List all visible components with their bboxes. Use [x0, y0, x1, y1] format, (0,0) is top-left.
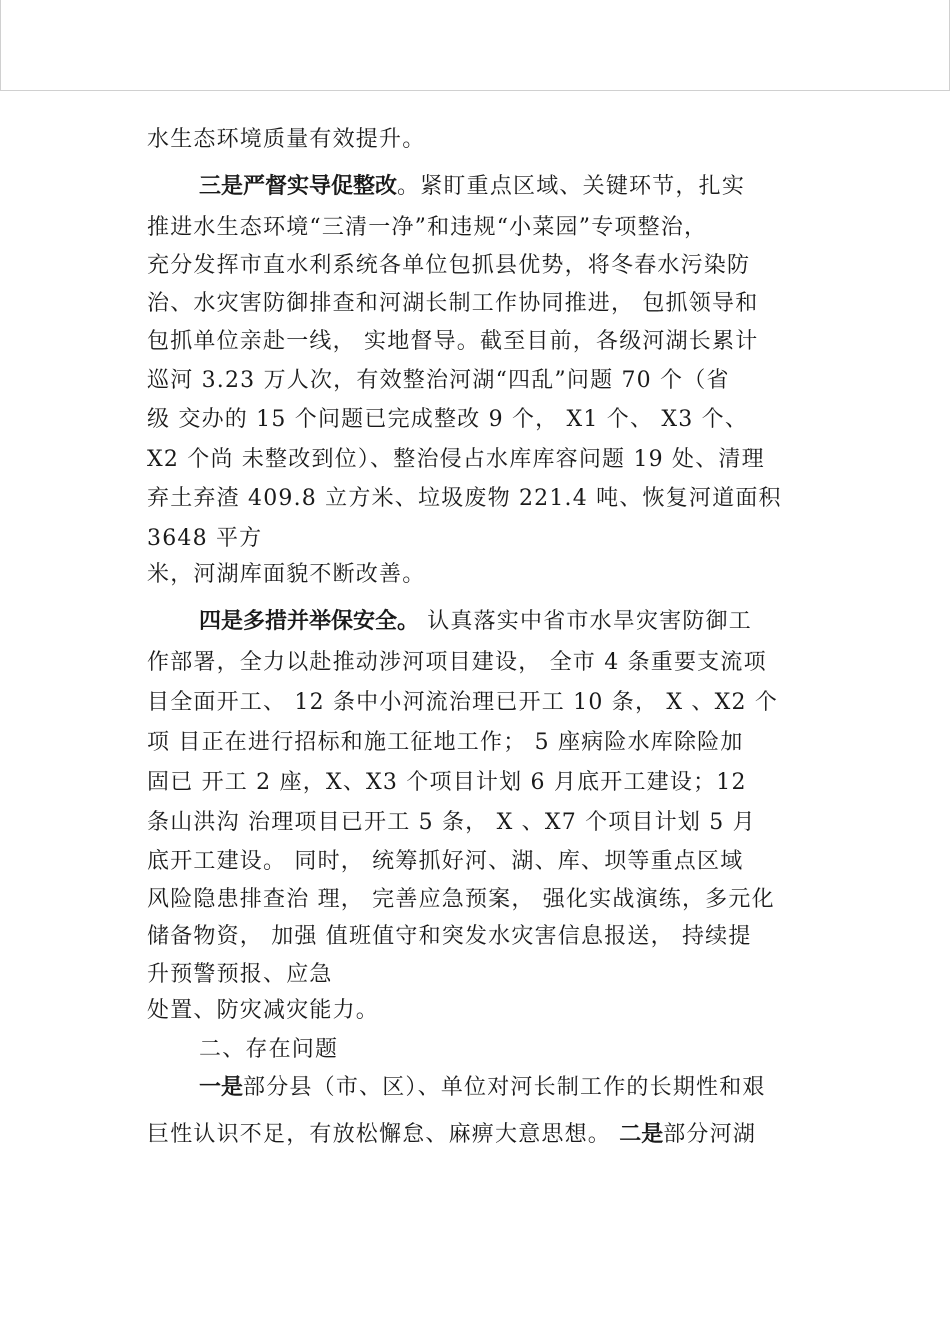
text-line: 升预警预报、应急 [147, 962, 333, 987]
text-line: 条山洪沟 治理项目已开工 5 条， X 、X7 个项目计划 5 月 [147, 810, 756, 835]
text-line: 巨性认识不足，有放松懈怠、麻痹大意思想。 二是部分河湖 [147, 1122, 757, 1147]
text-line: 弃土弃渣 409.8 立方米、垃圾废物 221.4 吨、恢复河道面积 [147, 486, 782, 511]
paragraph-heading-line: 一是部分县（市、区）、单位对河长制工作的长期性和艰 [199, 1075, 766, 1100]
text-line: 水生态环境质量有效提升。 [147, 127, 426, 152]
paragraph-heading-line: 三是严督实导促整改。紧盯重点区域、关键环节，扎实 [199, 174, 746, 199]
text-line: 底开工建设。 同时， 统筹抓好河、湖、库、坝等重点区域 [147, 849, 744, 874]
text-line: 固已 开工 2 座，X、X3 个项目计划 6 月底开工建设；12 [147, 770, 747, 795]
bold-heading: 二是 [619, 1122, 664, 1147]
text-line: 项 目正在进行招标和施工征地工作； 5 座病险水库除险加 [147, 730, 744, 755]
text-line: 治、水灾害防御排查和河湖长制工作协同推进， 包抓领导和 [147, 291, 759, 316]
text-line: 3648 平方 [147, 526, 263, 551]
bold-heading: 四是多措并举保安全。 [199, 609, 420, 634]
text-line: 目全面开工、 12 条中小河流治理已开工 10 条， X 、X2 个 [147, 690, 779, 715]
text-line: 风险隐患排查治 理， 完善应急预案， 强化实战演练，多元化 [147, 887, 775, 912]
text-line: 推进水生态环境“三清一净”和违规“小菜园”专项整治， [147, 215, 708, 240]
text-line: 级 交办的 15 个问题已完成整改 9 个， X1 个、 X3 个、 [147, 407, 749, 432]
text-line: 作部署，全力以赴推动涉河项目建设， 全市 4 条重要支流项 [147, 650, 767, 675]
text-line: 储备物资， 加强 值班值守和突发水灾害信息报送， 持续提 [147, 924, 752, 949]
text-line: 充分发挥市直水利系统各单位包抓县优势，将冬春水污染防 [147, 253, 751, 278]
section-heading: 二、存在问题 [199, 1037, 339, 1062]
text-line: 米，河湖库面貌不断改善。 [147, 562, 426, 587]
paragraph-heading-line: 四是多措并举保安全。 认真落实中省市水旱灾害防御工 [199, 609, 753, 634]
bold-heading: 三是严督实导促整改 [199, 174, 398, 199]
text-line: 处置、防灾减灾能力。 [147, 998, 380, 1023]
text-line: 巡河 3.23 万人次，有效整治河湖“四乱”问题 70 个（省 [147, 368, 730, 393]
bold-heading: 一是 [199, 1075, 244, 1100]
text-line: X2 个尚 未整改到位）、整治侵占水库库容问题 19 处、清理 [147, 447, 765, 472]
text-line: 包抓单位亲赴一线， 实地督导。截至目前，各级河湖长累计 [147, 329, 759, 354]
